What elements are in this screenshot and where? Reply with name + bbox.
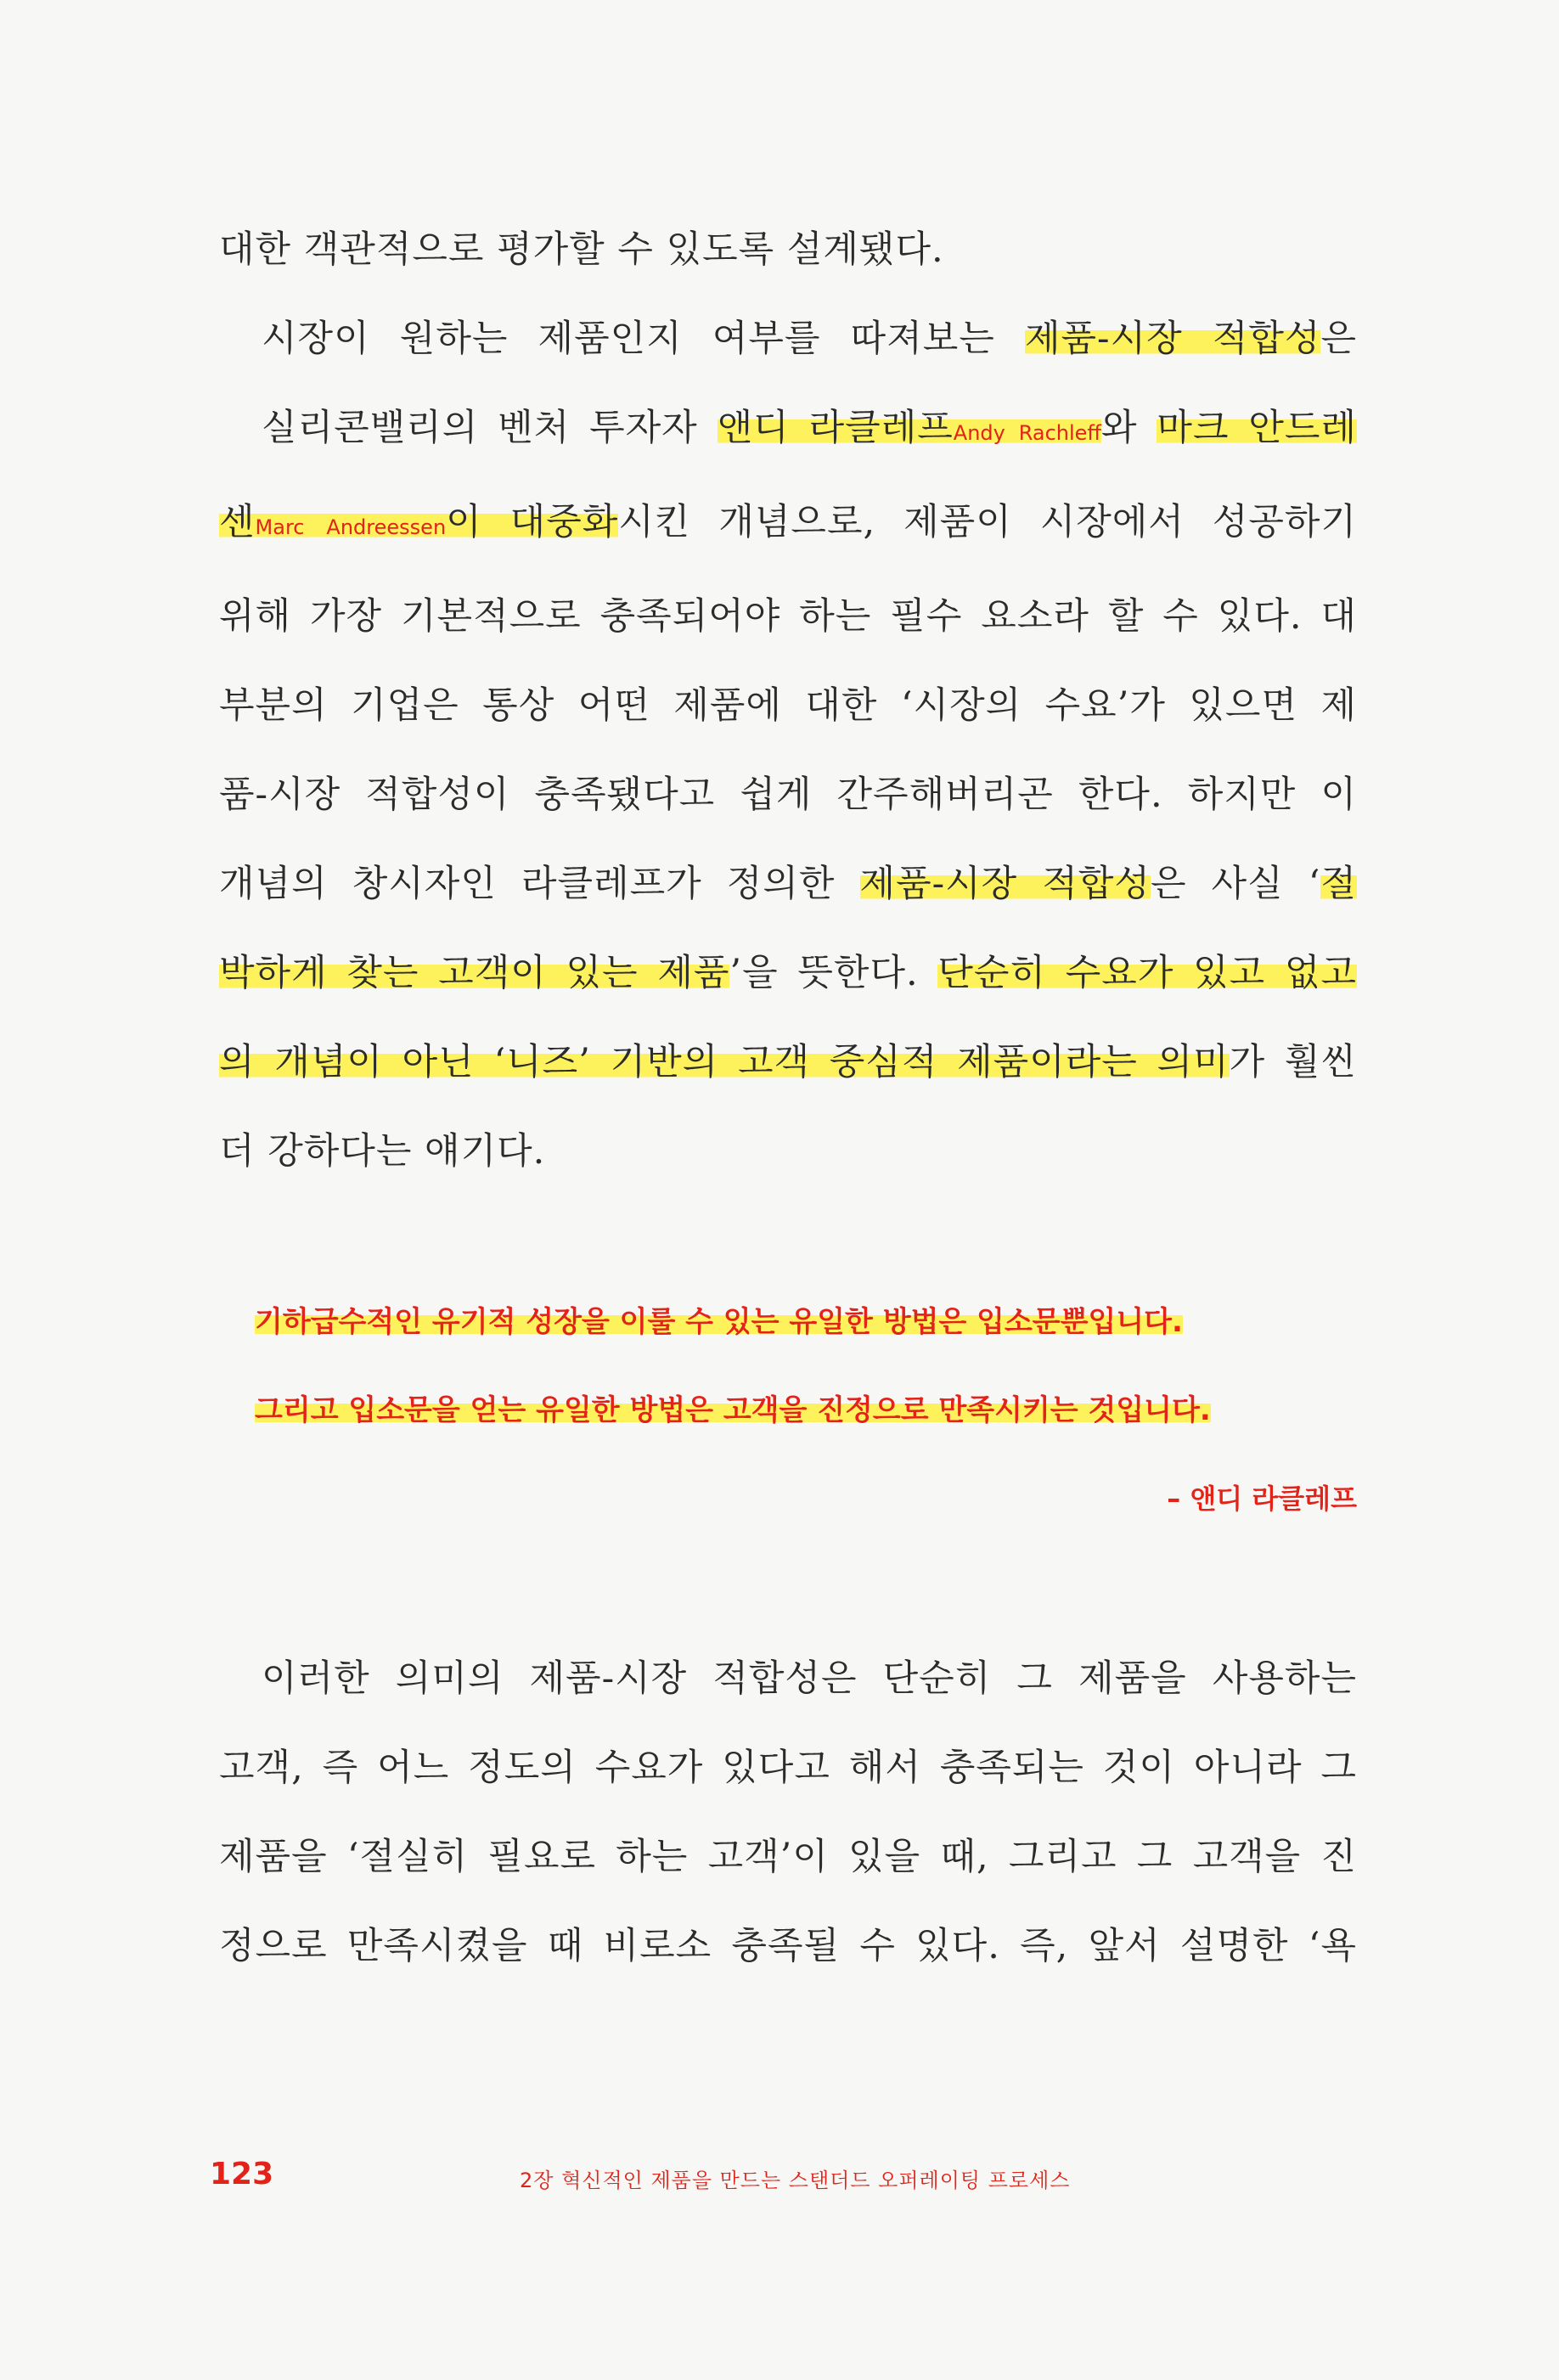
highlighted-text: 센Marc Andreessen이 대중화 (219, 501, 619, 543)
text-line: 부분의 기업은 통상 어떤 제품에 대한 ‘시장의 수요’가 있으면 제 (219, 684, 1357, 727)
text-line: 이러한 의미의 제품-시장 적합성은 단순히 그 제품을 사용하는 (262, 1657, 1357, 1700)
text-line: 시장이 원하는 제품인지 여부를 따져보는 제품-시장 적합성은 (262, 318, 1357, 360)
english-name: Andy Rachleff (953, 421, 1101, 445)
text-line: 대한 객관적으로 평가할 수 있도록 설계됐다. (219, 228, 944, 271)
running-head: 2장 혁신적인 제품을 만드는 스탠더드 오퍼레이팅 프로세스 (520, 2169, 1071, 2192)
paragraph-product-market-fit (219, 295, 1357, 1196)
text-line: 고객, 즉 어느 정도의 수요가 있다고 해서 충족되는 것이 아니라 그 (219, 1747, 1357, 1789)
text-line: 더 강하다는 얘기다. (219, 1130, 546, 1173)
quote-author: – 앤디 라클레프 (1167, 1483, 1357, 1515)
page-number: 123 (210, 2157, 274, 2192)
highlighted-text: 절 (1320, 863, 1358, 905)
page-footer (0, 2157, 1559, 2208)
text-line: 의 개념이 아닌 ‘니즈’ 기반의 고객 중심적 제품이라는 의미가 훨씬 (219, 1041, 1357, 1083)
paragraph-continued (219, 205, 1357, 295)
highlighted-text: 앤디 라클레프Andy Rachleff (717, 407, 1101, 449)
quote-line: 기하급수적인 유기적 성장을 이룰 수 있는 유일한 방법은 입소문뿐입니다. (255, 1305, 1183, 1339)
text-line: 실리콘밸리의 벤처 투자자 앤디 라클레프Andy Rachleff와 마크 안드레 (262, 407, 1357, 449)
pull-quote (255, 1278, 1357, 1543)
text-line: 개념의 창시자인 라클레프가 정의한 제품-시장 적합성은 사실 ‘절 (219, 863, 1358, 905)
text-line: 센Marc Andreessen이 대중화시킨 개념으로, 제품이 시장에서 성공하기 (219, 501, 1358, 543)
paragraph-meaning (219, 1634, 1357, 1991)
highlighted-text: 마크 안드레 (1157, 407, 1357, 449)
highlighted-text: 단순히 수요가 있고 없고 (937, 952, 1357, 994)
highlighted-text: 제품-시장 적합성 (1024, 318, 1321, 360)
english-name: Marc Andreessen (255, 515, 447, 539)
highlighted-text: 의 개념이 아닌 ‘니즈’ 기반의 고객 중심적 제품이라는 의미 (219, 1041, 1230, 1083)
text-line: 제품을 ‘절실히 필요로 하는 고객’이 있을 때, 그리고 그 고객을 진 (219, 1836, 1357, 1878)
text-line: 위해 가장 기본적으로 충족되어야 하는 필수 요소라 할 수 있다. 대 (219, 595, 1357, 638)
text-line: 정으로 만족시켰을 때 비로소 충족될 수 있다. 즉, 앞서 설명한 ‘욕 (219, 1925, 1357, 1967)
text-line: 박하게 찾는 고객이 있는 제품’을 뜻한다. 단순히 수요가 있고 없고 (219, 952, 1357, 994)
highlighted-text: 박하게 찾는 고객이 있는 제품 (219, 952, 730, 994)
text-line: 품-시장 적합성이 충족됐다고 쉽게 간주해버리곤 한다. 하지만 이 (219, 774, 1357, 816)
highlighted-text: 제품-시장 적합성 (859, 863, 1151, 905)
quote-line: 그리고 입소문을 얻는 유일한 방법은 고객을 진정으로 만족시키는 것입니다. (255, 1393, 1211, 1427)
